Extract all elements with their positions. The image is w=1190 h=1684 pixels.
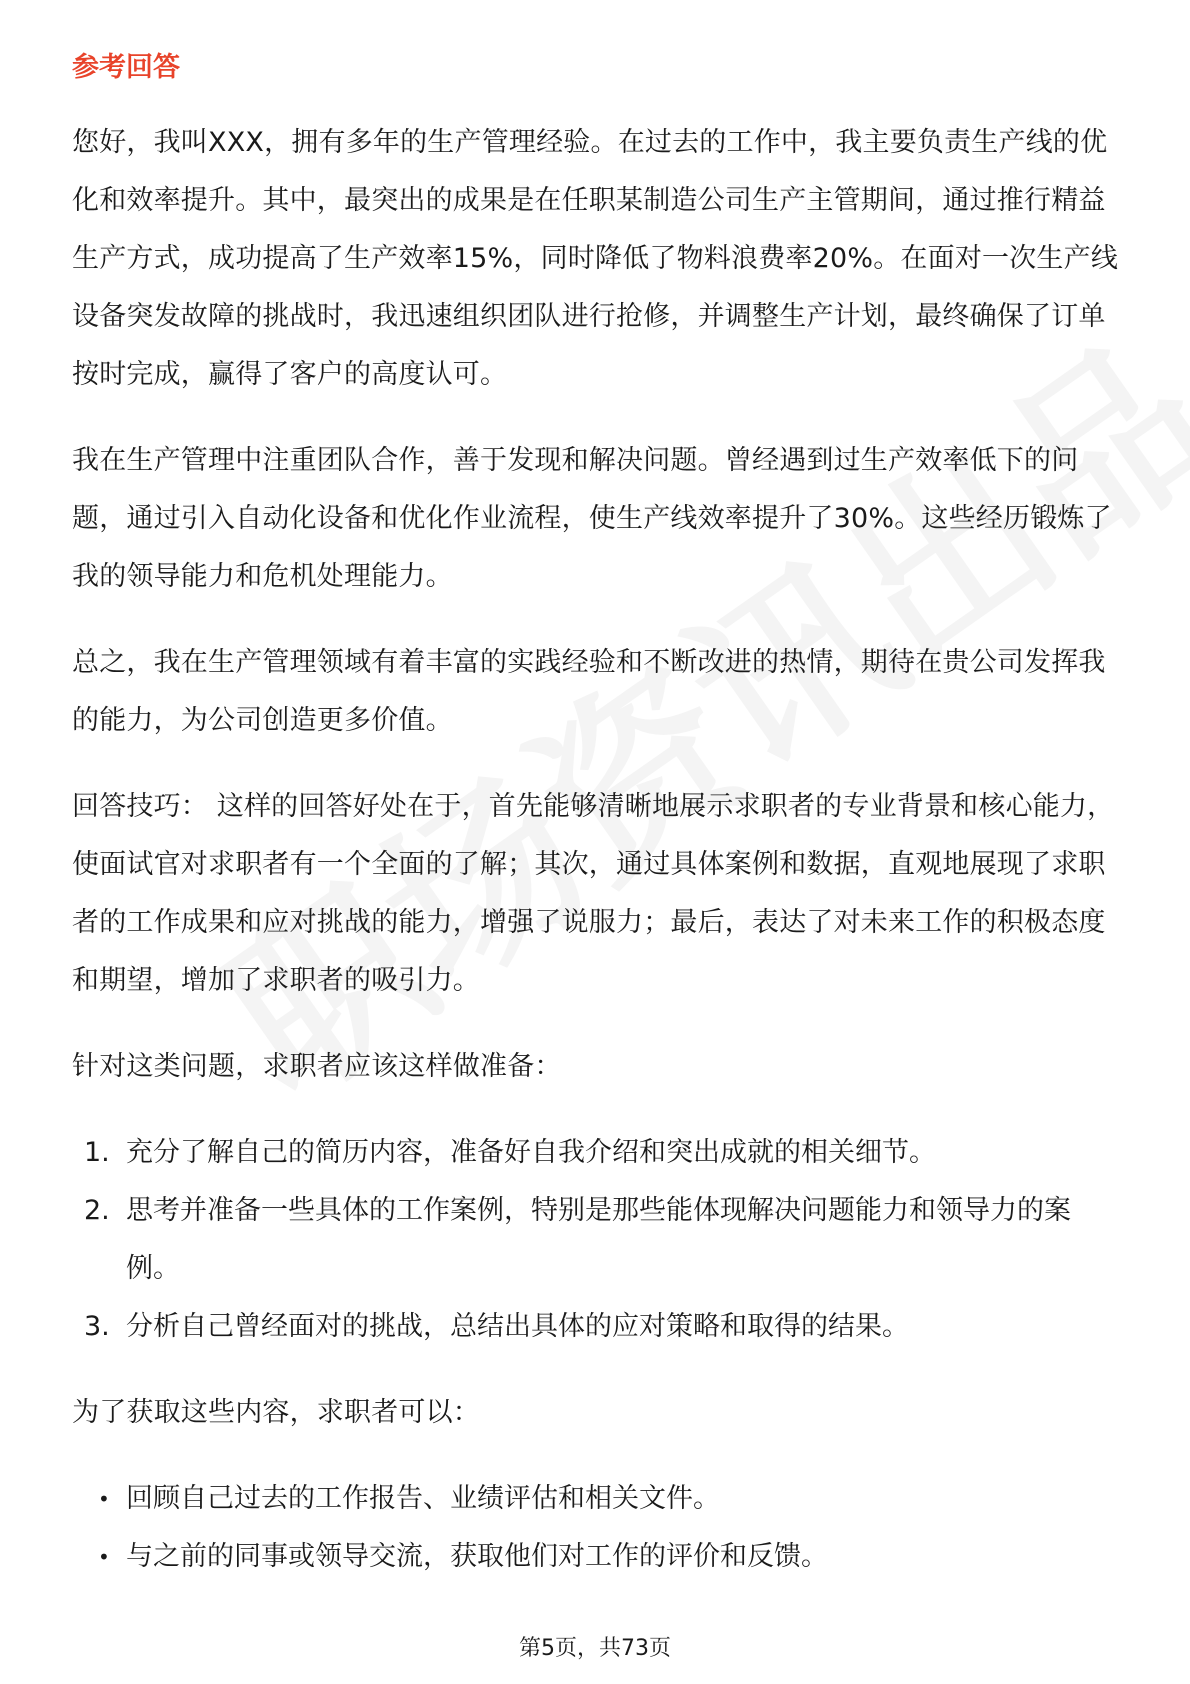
list-item	[72, 1298, 1122, 1356]
answer-paragraph-1: 您好，我叫XXX，拥有多年的生产管理经验。在过去的工作中，我主要负责生产线的优化和效率提升。其中，最突出的成果是在任职某制造公司生产主管期间，通过推行精益生产方式，成功提高了生产效率15%，同时降低了物料浪费率20%。在面对一次生产线设备突发故障的挑战时，我迅速组织团队进行抢修，并调整生产计划，最终确保了订单按时完成，赢得了客户的高度认可。	[72, 127, 1119, 390]
answer-paragraph-3: 总之，我在生产管理领域有着丰富的实践经验和不断改进的热情，期待在贵公司发挥我的能力，为公司创造更多价值。	[72, 647, 1106, 736]
sources-intro: 为了获取这些内容，求职者可以：	[72, 1397, 480, 1428]
page-number: 第5页，共73页	[519, 1636, 671, 1661]
list-item-text: 思考并准备一些具体的工作案例，特别是那些能体现解决问题能力和领导力的案例。	[126, 1195, 1071, 1284]
list-item	[72, 1470, 1122, 1528]
preparation-list	[72, 1124, 1122, 1356]
document-page	[72, 48, 1122, 1614]
list-item-text: 分析自己曾经面对的挑战，总结出具体的应对策略和取得的结果。	[126, 1311, 909, 1342]
list-marker: 2.	[84, 1195, 110, 1226]
list-item-text: 充分了解自己的简历内容，准备好自我介绍和突出成就的相关细节。	[126, 1137, 936, 1168]
section-heading: 参考回答	[72, 52, 180, 83]
bullet-marker: •	[98, 1545, 110, 1569]
list-marker: 3.	[84, 1311, 110, 1342]
list-marker: 1.	[84, 1137, 110, 1168]
list-item	[72, 1124, 1122, 1182]
tips-paragraph: 回答技巧： 这样的回答好处在于，首先能够清晰地展示求职者的专业背景和核心能力，使面试官对求职者有一个全面的了解；其次，通过具体案例和数据，直观地展现了求职者的工作成果和应对挑战的能力，增强了说服力；最后，表达了对未来工作的积极态度和期望，增加了求职者的吸引力。	[72, 791, 1115, 996]
bullet-marker: •	[98, 1487, 110, 1511]
answer-paragraph-2: 我在生产管理中注重团队合作，善于发现和解决问题。曾经遇到过生产效率低下的问题，通过引入自动化设备和优化作业流程，使生产线效率提升了30%。这些经历锻炼了我的领导能力和危机处理能力。	[72, 445, 1112, 592]
preparation-intro: 针对这类问题，求职者应该这样做准备：	[72, 1051, 562, 1082]
list-item-text: 回顾自己过去的工作报告、业绩评估和相关文件。	[126, 1483, 720, 1514]
list-item	[72, 1528, 1122, 1586]
sources-list	[72, 1470, 1122, 1586]
list-item	[72, 1182, 1122, 1298]
list-item-text: 与之前的同事或领导交流，获取他们对工作的评价和反馈。	[126, 1541, 828, 1572]
